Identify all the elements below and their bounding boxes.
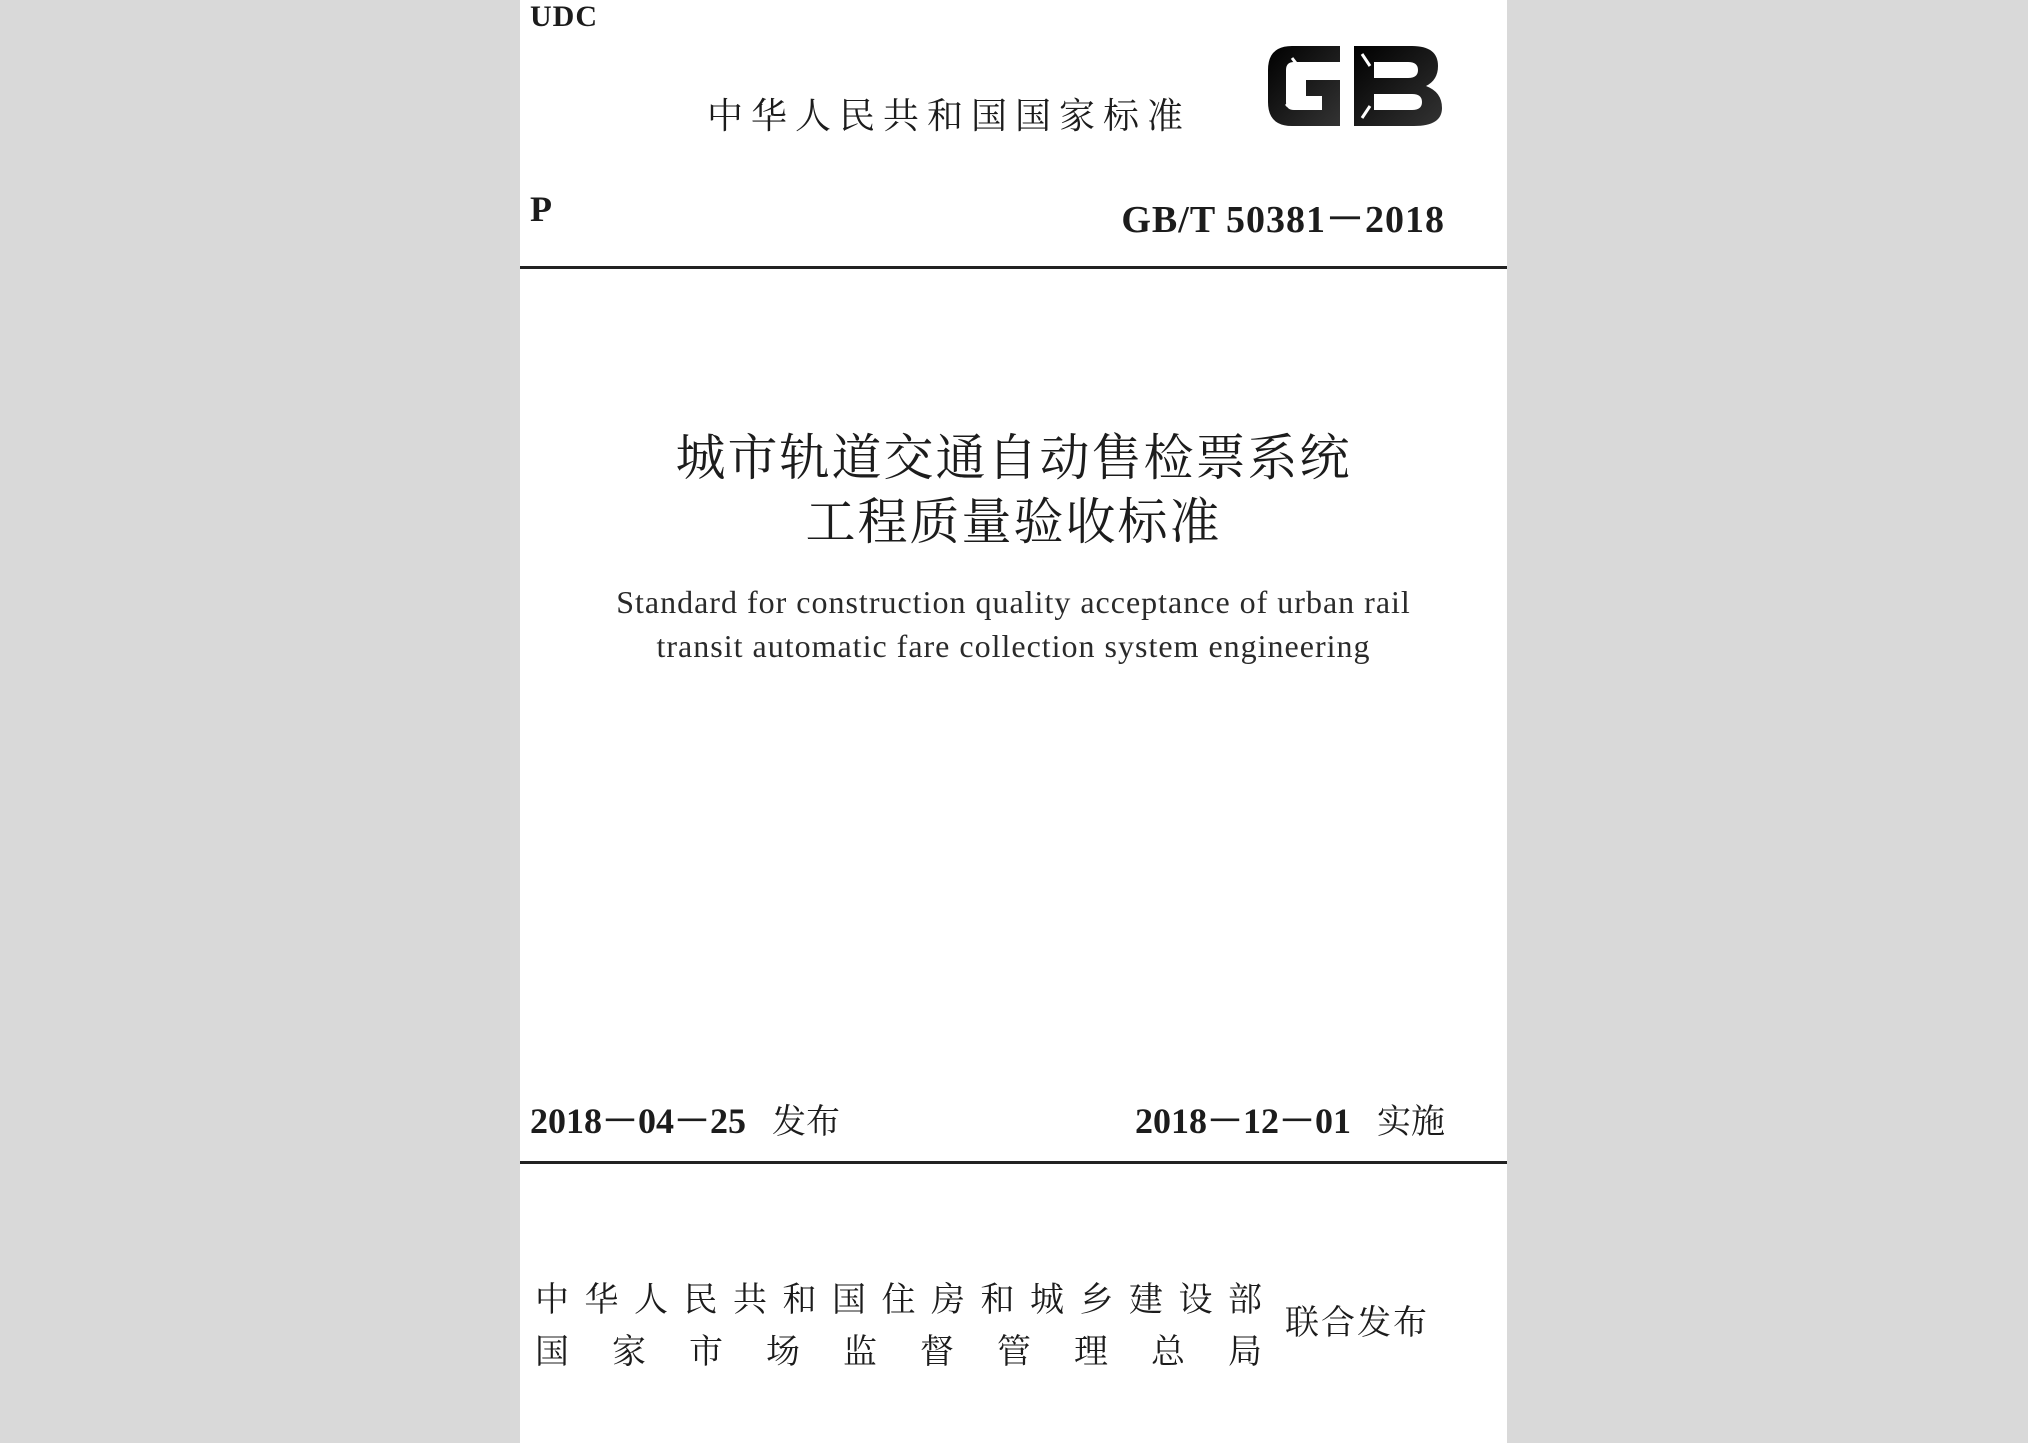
issuer-char: 理 [1074,1332,1108,1372]
issuer-char: 共 [733,1280,767,1320]
classification-code: P [530,189,552,229]
gb-logo-icon [1262,36,1448,136]
issuer-char: 房 [931,1280,965,1320]
issuer-line1 [535,1272,1262,1321]
issuer-char: 中 [535,1280,569,1320]
implement-label: 实施 [1377,1102,1445,1142]
title-en-line1: Standard for construction quality acceptance of urban rail [616,584,1411,620]
issuer-char: 总 [1151,1332,1185,1372]
issuer-char: 人 [634,1280,668,1320]
issuer-char: 场 [766,1332,800,1372]
issuer-char: 城 [1030,1280,1064,1320]
publish-label: 发布 [772,1102,841,1142]
issuer-char: 家 [612,1332,646,1372]
issuer-char: 设 [1178,1280,1213,1320]
implement-date-row [1135,1093,1445,1144]
issuer-char: 民 [683,1280,718,1320]
title-cn-line1: 城市轨道交通自动售检票系统 [675,429,1352,487]
issuer-char: 部 [1228,1280,1262,1320]
title-cn-line2: 工程质量验收标准 [805,493,1222,551]
issuer-char: 国 [832,1280,866,1320]
issuer-char: 管 [997,1332,1031,1372]
standard-number: GB/T 50381－2018 [1121,199,1445,241]
cover-page [520,0,1507,1443]
header-divider [520,266,1507,269]
joint-issue-label: 联合发布 [1285,1303,1429,1343]
issuer-char: 和 [980,1280,1015,1320]
footer-divider [520,1161,1507,1164]
issuer-line2 [535,1324,1262,1373]
issuer-char: 国 [535,1332,569,1372]
publish-date-row [530,1093,840,1144]
issuer-char: 住 [881,1280,916,1320]
publish-date: 2018－04－25 [530,1101,747,1141]
issuer-char: 华 [584,1280,619,1320]
issuer-char: 督 [920,1332,954,1372]
issuer-char: 市 [689,1332,723,1372]
issuer-char: 局 [1228,1332,1262,1372]
issuer-char: 监 [843,1332,877,1372]
udc-label: UDC [530,0,598,33]
implement-date: 2018－12－01 [1134,1101,1351,1141]
national-standard-label: 中华人民共和国国家标准 [707,96,1192,137]
issuer-char: 乡 [1079,1280,1114,1320]
title-en-line2: transit automatic fare collection system engineering [656,628,1371,664]
issuer-char: 和 [782,1280,817,1320]
issuer-char: 建 [1129,1280,1163,1320]
